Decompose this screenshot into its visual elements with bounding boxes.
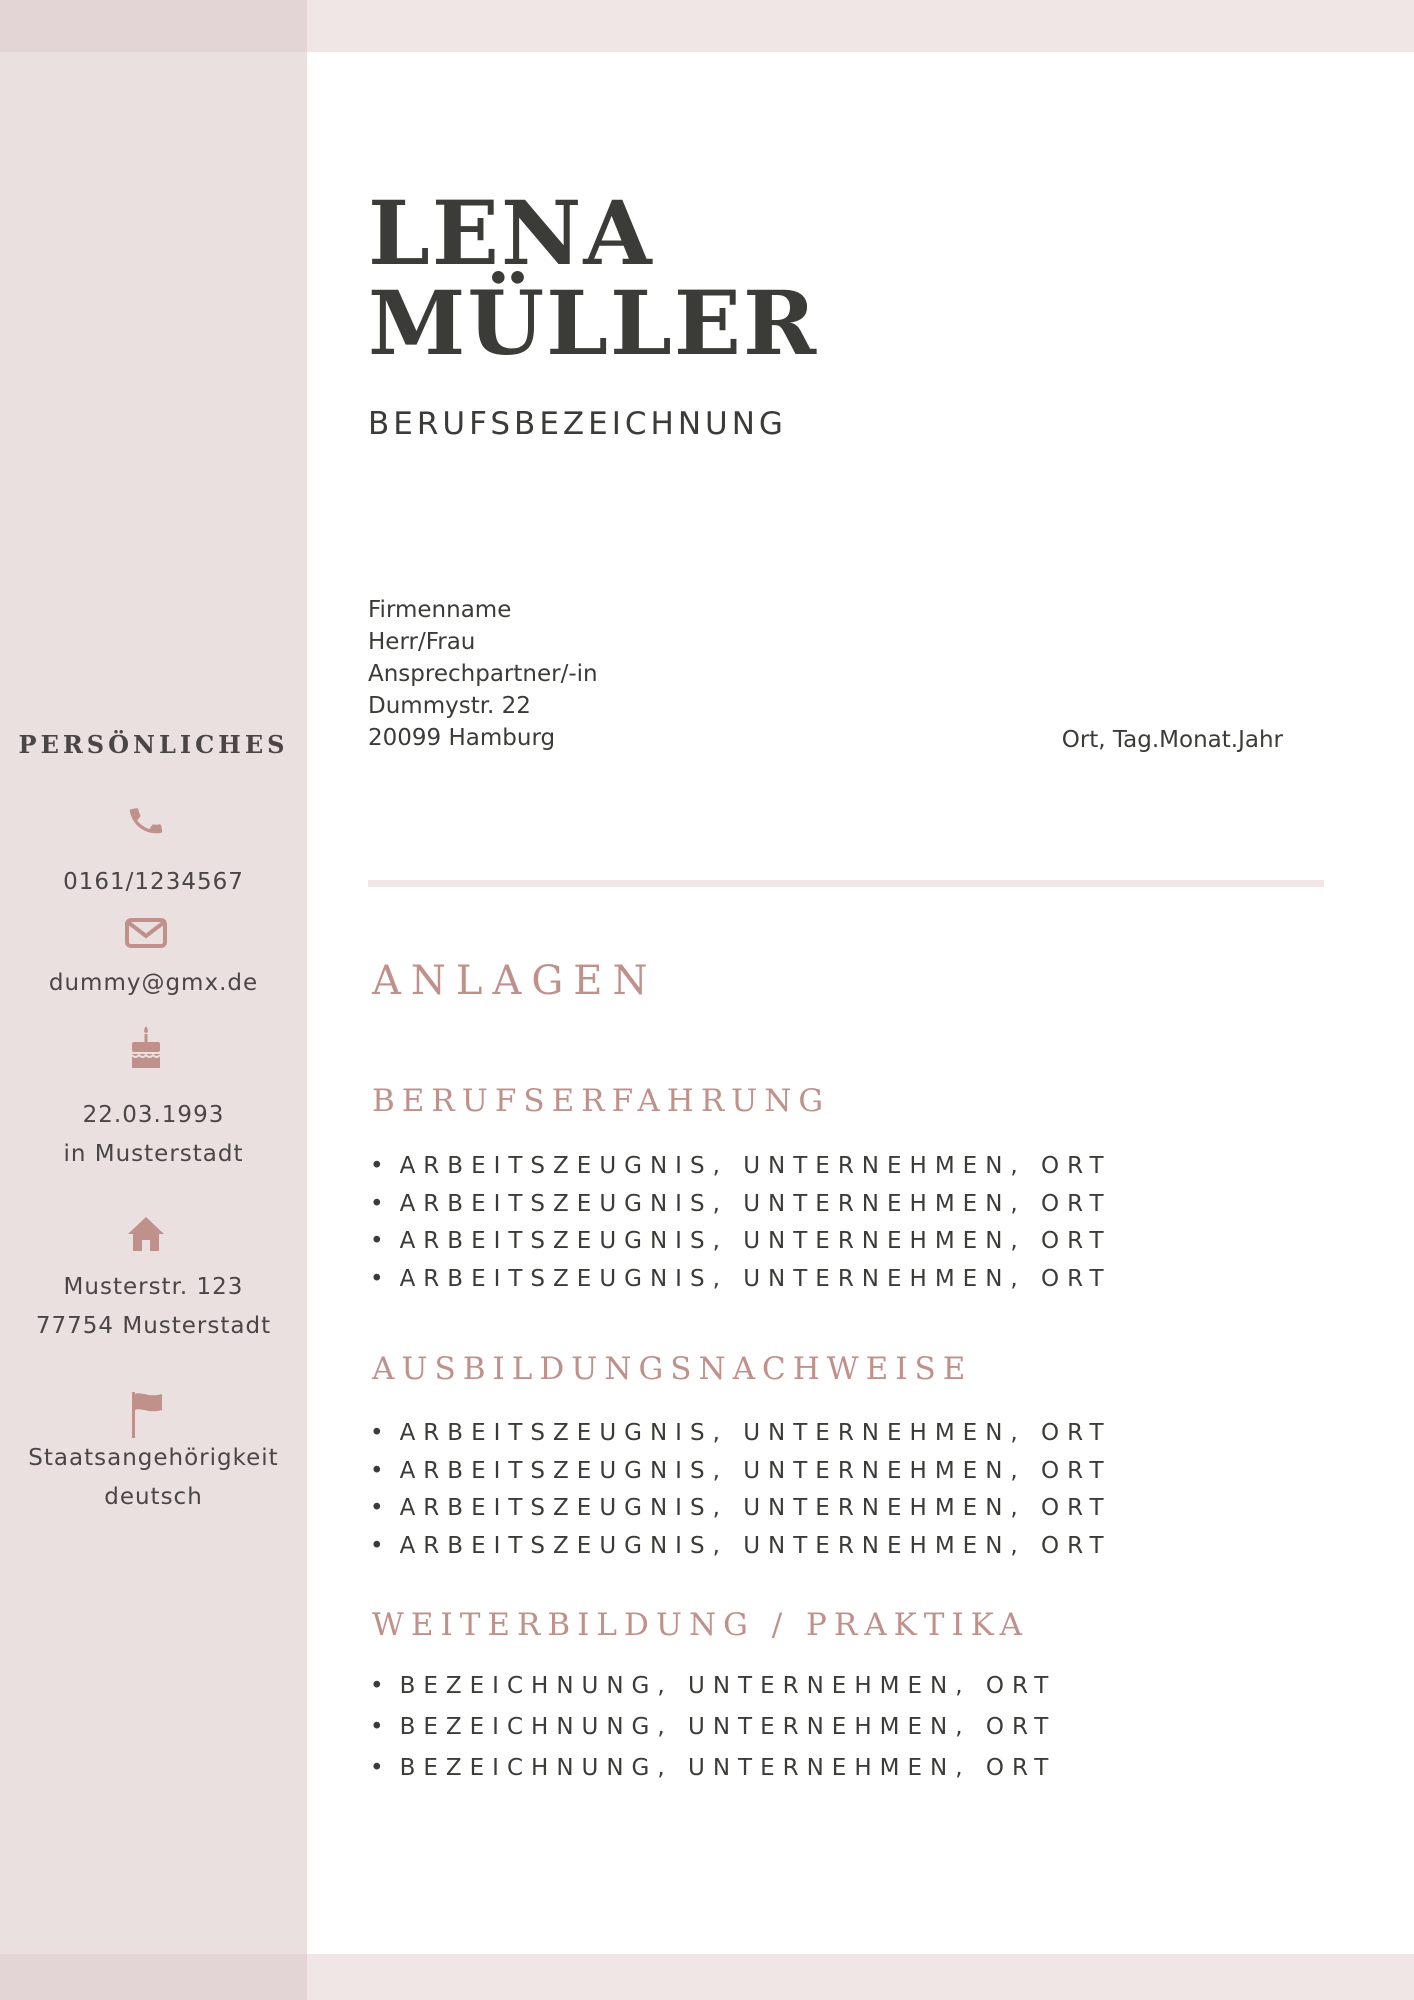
list-item: • ARBEITSZEUGNIS, UNTERNEHMEN, ORT xyxy=(370,1223,1112,1261)
section-title-ausbildungsnachweise: AUSBILDUNGSNACHWEISE xyxy=(372,1351,973,1387)
list-item: • BEZEICHNUNG, UNTERNEHMEN, ORT xyxy=(370,1666,1056,1707)
nationality-value: deutsch xyxy=(104,1484,203,1510)
place-date: Ort, Tag.Monat.Jahr xyxy=(1061,727,1283,753)
job-title: BERUFSBEZEICHNUNG xyxy=(368,406,787,442)
flag-icon xyxy=(118,1392,174,1438)
section-title-weiterbildung: WEITERBILDUNG / PRAKTIKA xyxy=(372,1607,1029,1643)
recipient-city: 20099 Hamburg xyxy=(368,725,556,751)
birth-date: 22.03.1993 xyxy=(82,1102,225,1128)
list-item: • ARBEITSZEUGNIS, UNTERNEHMEN, ORT xyxy=(370,1453,1112,1491)
phone-number[interactable]: 0161/1234567 xyxy=(63,869,244,895)
recipient-street: Dummystr. 22 xyxy=(368,693,531,719)
mail-icon xyxy=(118,910,174,956)
address-city: 77754 Musterstadt xyxy=(35,1313,272,1339)
applicant-name xyxy=(368,181,819,375)
address-street: Musterstr. 123 xyxy=(63,1274,244,1300)
name-last: MÜLLER xyxy=(368,271,819,375)
recipient-salutation: Herr/Frau xyxy=(368,629,476,655)
list-item: • BEZEICHNUNG, UNTERNEHMEN, ORT xyxy=(370,1707,1056,1748)
email-address[interactable]: dummy@gmx.de xyxy=(48,970,259,996)
list-item: • ARBEITSZEUGNIS, UNTERNEHMEN, ORT xyxy=(370,1186,1112,1224)
birthday-cake-icon xyxy=(118,1024,174,1070)
list-item: • ARBEITSZEUGNIS, UNTERNEHMEN, ORT xyxy=(370,1148,1112,1186)
anlagen-title: ANLAGEN xyxy=(372,958,658,1004)
list-weiterbildung xyxy=(370,1666,1056,1789)
section-title-berufserfahrung: BERUFSERFAHRUNG xyxy=(372,1083,831,1119)
list-item: • ARBEITSZEUGNIS, UNTERNEHMEN, ORT xyxy=(370,1490,1112,1528)
list-item: • ARBEITSZEUGNIS, UNTERNEHMEN, ORT xyxy=(370,1528,1112,1566)
list-item: • BEZEICHNUNG, UNTERNEHMEN, ORT xyxy=(370,1748,1056,1789)
recipient-contact: Ansprechpartner/-in xyxy=(368,661,598,687)
sidebar-top-corner xyxy=(0,0,307,52)
name-first: LENA xyxy=(368,181,654,285)
nationality-label: Staatsangehörigkeit xyxy=(28,1445,279,1471)
sidebar xyxy=(0,0,307,2000)
list-item: • ARBEITSZEUGNIS, UNTERNEHMEN, ORT xyxy=(370,1415,1112,1453)
home-icon xyxy=(118,1211,174,1257)
list-ausbildungsnachweise xyxy=(370,1415,1112,1565)
birth-place: in Musterstadt xyxy=(63,1141,244,1167)
list-item: • ARBEITSZEUGNIS, UNTERNEHMEN, ORT xyxy=(370,1261,1112,1299)
sidebar-heading: PERSÖNLICHES xyxy=(18,730,289,759)
recipient-company: Firmenname xyxy=(368,597,512,623)
list-berufserfahrung xyxy=(370,1148,1112,1298)
divider xyxy=(368,880,1324,887)
recipient-address xyxy=(368,594,598,754)
sidebar-bottom-corner xyxy=(0,1954,307,2000)
phone-icon xyxy=(118,798,174,844)
